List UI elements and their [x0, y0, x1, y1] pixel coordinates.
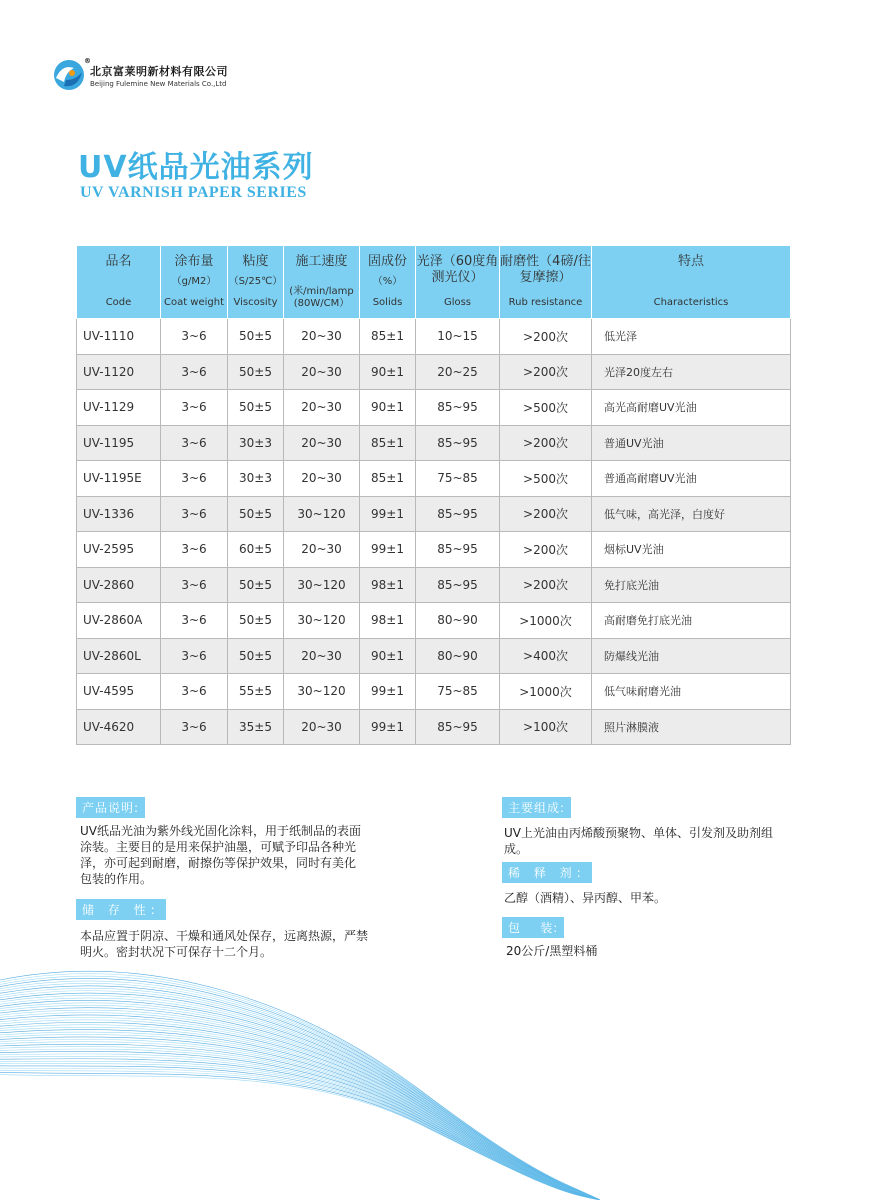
cell-coat-weight: 3~6	[161, 425, 228, 461]
cell-coat-weight: 3~6	[161, 532, 228, 568]
cell-solids: 85±1	[360, 425, 416, 461]
cell-rub-resistance: >200次	[500, 567, 592, 603]
header-en: Coat weight	[163, 297, 225, 308]
cell-characteristics: 光泽20度左右	[592, 354, 791, 390]
cell-gloss: 85~95	[416, 709, 500, 745]
cell-characteristics: 烟标UV光油	[592, 532, 791, 568]
header-cell	[500, 246, 592, 319]
wave-line	[0, 1061, 600, 1200]
registered-mark: ®	[84, 56, 92, 65]
cell-characteristics: 免打底光油	[592, 567, 791, 603]
wave-line	[0, 1017, 600, 1200]
cell-characteristics: 普通UV光油	[592, 425, 791, 461]
cell-coat-weight: 3~6	[161, 638, 228, 674]
wave-line	[0, 993, 600, 1200]
cell-solids: 99±1	[360, 709, 416, 745]
header-cn: 固成份	[367, 254, 407, 269]
header-en: Viscosity	[233, 297, 278, 308]
cell-rub-resistance: >400次	[500, 638, 592, 674]
wave-line	[0, 1025, 600, 1200]
cell-viscosity: 30±3	[228, 461, 284, 497]
cell-rub-resistance: >100次	[500, 709, 592, 745]
wave-line	[0, 1051, 600, 1200]
cell-code: UV-1120	[77, 354, 161, 390]
packaging-label: 包 装:	[502, 917, 564, 938]
composition-label: 主要组成:	[502, 797, 571, 818]
decorative-waves	[0, 940, 600, 1200]
spec-table	[76, 245, 791, 745]
cell-code: UV-2860A	[77, 603, 161, 639]
wave-line	[0, 1070, 600, 1200]
cell-gloss: 85~95	[416, 532, 500, 568]
cell-gloss: 75~85	[416, 674, 500, 710]
cell-characteristics: 低光泽	[592, 319, 791, 355]
table-row	[77, 425, 791, 461]
cell-speed: 30~120	[284, 603, 360, 639]
header-unit: （S/25℃）	[228, 276, 283, 287]
cell-solids: 90±1	[360, 354, 416, 390]
cell-gloss: 20~25	[416, 354, 500, 390]
wave-line	[0, 1034, 600, 1200]
cell-speed: 20~30	[284, 638, 360, 674]
table-row	[77, 709, 791, 745]
cell-code: UV-1336	[77, 496, 161, 532]
cell-speed: 20~30	[284, 532, 360, 568]
table-row	[77, 532, 791, 568]
wave-line	[0, 1027, 600, 1200]
table-row	[77, 567, 791, 603]
cell-viscosity: 50±5	[228, 567, 284, 603]
cell-gloss: 80~90	[416, 638, 500, 674]
table-row	[77, 461, 791, 497]
cell-speed: 20~30	[284, 425, 360, 461]
cell-viscosity: 50±5	[228, 603, 284, 639]
cell-gloss: 85~95	[416, 425, 500, 461]
diluent-label: 稀 释 剂:	[502, 862, 592, 883]
cell-solids: 85±1	[360, 461, 416, 497]
cell-viscosity: 60±5	[228, 532, 284, 568]
wave-line	[0, 1008, 600, 1200]
table-row	[77, 354, 791, 390]
cell-coat-weight: 3~6	[161, 603, 228, 639]
table-row	[77, 674, 791, 710]
cell-gloss: 85~95	[416, 567, 500, 603]
header-cn: 施工速度	[295, 254, 348, 269]
table-row	[77, 638, 791, 674]
header-cn: 粘度	[242, 254, 269, 269]
cell-viscosity: 50±5	[228, 354, 284, 390]
cell-solids: 98±1	[360, 567, 416, 603]
wave-line	[0, 1068, 600, 1200]
cell-characteristics: 高耐磨免打底光油	[592, 603, 791, 639]
cell-solids: 90±1	[360, 390, 416, 426]
cell-code: UV-2860L	[77, 638, 161, 674]
header-cell	[284, 246, 360, 319]
cell-rub-resistance: >1000次	[500, 603, 592, 639]
header-en: Solids	[372, 297, 403, 308]
storage-label: 储 存 性:	[76, 899, 166, 920]
header-en: Code	[105, 297, 132, 308]
cell-rub-resistance: >200次	[500, 354, 592, 390]
cell-solids: 98±1	[360, 603, 416, 639]
cell-code: UV-4595	[77, 674, 161, 710]
cell-solids: 99±1	[360, 496, 416, 532]
cell-code: UV-2860	[77, 567, 161, 603]
cell-viscosity: 50±5	[228, 496, 284, 532]
cell-code: UV-1110	[77, 319, 161, 355]
header-en: Gloss	[443, 297, 472, 308]
cell-speed: 30~120	[284, 496, 360, 532]
header-unit: （g/M2）	[171, 276, 217, 287]
company-name-cn-text: 北京富莱明新材料有限公司	[90, 64, 228, 78]
cell-speed: 30~120	[284, 674, 360, 710]
cell-speed: 20~30	[284, 709, 360, 745]
cell-rub-resistance: >200次	[500, 496, 592, 532]
header-cell	[161, 246, 228, 319]
cell-characteristics: 低气味耐磨光油	[592, 674, 791, 710]
company-name-cn	[84, 56, 228, 79]
cell-gloss: 85~95	[416, 390, 500, 426]
header-unit: (米/min/lamp (80W/CM）	[289, 286, 354, 309]
table-header-row	[77, 246, 791, 319]
cell-gloss: 10~15	[416, 319, 500, 355]
wave-line	[0, 1059, 600, 1200]
cell-coat-weight: 3~6	[161, 354, 228, 390]
wave-line	[0, 1075, 600, 1200]
cell-characteristics: 普通高耐磨UV光油	[592, 461, 791, 497]
wave-line	[0, 1000, 600, 1200]
header-cn: 光泽（60度角测光仪）	[416, 254, 499, 285]
cell-viscosity: 55±5	[228, 674, 284, 710]
cell-coat-weight: 3~6	[161, 496, 228, 532]
table-row	[77, 319, 791, 355]
cell-rub-resistance: >200次	[500, 425, 592, 461]
cell-coat-weight: 3~6	[161, 709, 228, 745]
cell-code: UV-1129	[77, 390, 161, 426]
page-subtitle: UV VARNISH PAPER SERIES	[80, 184, 307, 201]
header-cn: 品名	[105, 254, 132, 269]
wave-line	[0, 1003, 600, 1200]
header-en: Characteristics	[653, 297, 729, 308]
diluent-text: 乙醇（酒精）、异丙醇、甲苯。	[504, 891, 667, 905]
cell-coat-weight: 3~6	[161, 390, 228, 426]
company-logo	[52, 58, 228, 92]
cell-solids: 85±1	[360, 319, 416, 355]
cell-speed: 20~30	[284, 390, 360, 426]
composition-text: UV上光油由丙烯酸预聚物、单体、引发剂及助剂组成。	[504, 826, 773, 856]
wave-line	[0, 1042, 600, 1200]
header-cn: 特点	[677, 254, 704, 269]
storage-text: 本品应置于阴凉、干燥和通风处保存，远离热源，严禁明火。密封状况下可保存十二个月。	[80, 929, 369, 959]
header-unit: （%）	[372, 276, 403, 287]
cell-viscosity: 30±3	[228, 425, 284, 461]
header-cell	[77, 246, 161, 319]
cell-code: UV-2595	[77, 532, 161, 568]
cell-speed: 30~120	[284, 567, 360, 603]
cell-viscosity: 35±5	[228, 709, 284, 745]
header-cn: 涂布量	[174, 254, 214, 269]
cell-code: UV-4620	[77, 709, 161, 745]
cell-rub-resistance: >200次	[500, 532, 592, 568]
cell-rub-resistance: >1000次	[500, 674, 592, 710]
cell-viscosity: 50±5	[228, 390, 284, 426]
packaging-text: 20公斤/黑塑料桶	[506, 944, 598, 958]
cell-coat-weight: 3~6	[161, 319, 228, 355]
cell-viscosity: 50±5	[228, 638, 284, 674]
company-name-en: Beijing Fulemine New Materials Co.,Ltd	[90, 79, 227, 88]
page-title: UV纸品光油系列	[78, 150, 314, 185]
cell-rub-resistance: >500次	[500, 390, 592, 426]
cell-coat-weight: 3~6	[161, 674, 228, 710]
company-logo-icon	[52, 58, 86, 92]
cell-speed: 20~30	[284, 461, 360, 497]
cell-speed: 20~30	[284, 354, 360, 390]
cell-code: UV-1195E	[77, 461, 161, 497]
table-row	[77, 390, 791, 426]
description-label: 产品说明:	[76, 797, 145, 818]
header-cell	[360, 246, 416, 319]
cell-speed: 20~30	[284, 319, 360, 355]
cell-solids: 90±1	[360, 638, 416, 674]
cell-viscosity: 50±5	[228, 319, 284, 355]
header-cell	[592, 246, 791, 319]
cell-solids: 99±1	[360, 674, 416, 710]
wave-line	[0, 1044, 600, 1200]
table-row	[77, 496, 791, 532]
cell-solids: 99±1	[360, 532, 416, 568]
cell-characteristics: 低气味，高光泽，白度好	[592, 496, 791, 532]
cell-coat-weight: 3~6	[161, 461, 228, 497]
cell-characteristics: 照片淋膜液	[592, 709, 791, 745]
header-cell	[228, 246, 284, 319]
header-cn: 耐磨性（4磅/往复摩擦）	[500, 254, 591, 285]
header-cell	[416, 246, 500, 319]
cell-rub-resistance: >200次	[500, 319, 592, 355]
description-text: UV纸品光油为紫外线光固化涂料，用于纸制品的表面涂装。主要目的是用来保护油墨，可赋予印品各种光泽，亦可起到耐磨，耐擦伤等保护效果，同时有美化包装的作用。	[80, 824, 361, 886]
wave-line	[0, 996, 600, 1200]
cell-rub-resistance: >500次	[500, 461, 592, 497]
cell-code: UV-1195	[77, 425, 161, 461]
header-en: Rub resistance	[508, 297, 583, 308]
cell-gloss: 75~85	[416, 461, 500, 497]
wave-line	[0, 1010, 600, 1200]
cell-characteristics: 高光高耐磨UV光油	[592, 390, 791, 426]
cell-characteristics: 防爆线光油	[592, 638, 791, 674]
cell-gloss: 85~95	[416, 496, 500, 532]
wave-line	[0, 1072, 600, 1200]
table-row	[77, 603, 791, 639]
table-body	[77, 319, 791, 745]
cell-coat-weight: 3~6	[161, 567, 228, 603]
cell-gloss: 80~90	[416, 603, 500, 639]
